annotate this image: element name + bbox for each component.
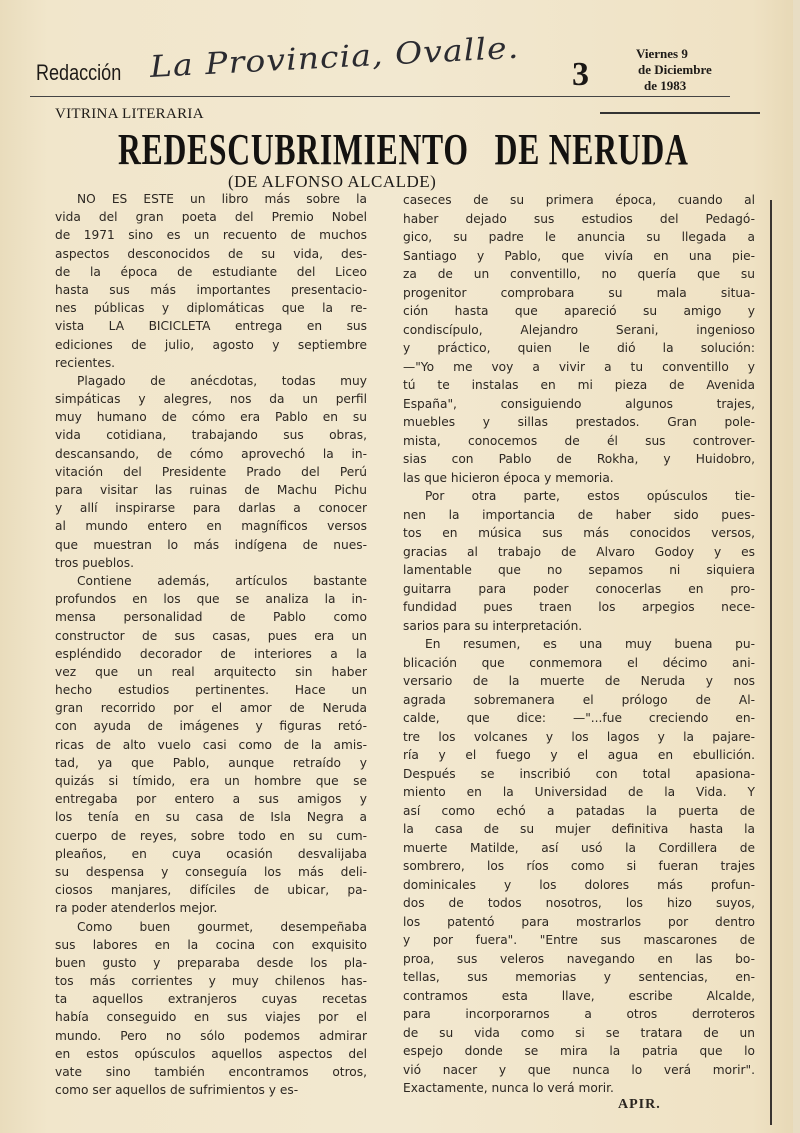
text-line: gico, su padre le anuncia su llegada a [403, 230, 755, 244]
text-line: cuerpo de reyes, sobre todo en su cum- [55, 828, 367, 843]
text-line: vista LA BICICLETA entrega en sus [55, 319, 367, 334]
text-line: vió nacer y que nunca lo verá morir". [403, 1062, 755, 1077]
text-line: blicación que conmemora el décimo ani- [403, 655, 755, 670]
text-line: haber dejado sus estudios del Pedagó- [403, 211, 755, 226]
text-line: ricas de alto vuelo casi como de la amis- [55, 737, 367, 752]
text-line: mundo. Pero no sólo podemos admirar [55, 1028, 367, 1043]
text-line: tros pueblos. [55, 555, 134, 570]
text-line: descansando, de cómo aprovechó la in- [55, 446, 367, 461]
text-line: NO ES ESTE un libro más sobre la [77, 192, 367, 206]
text-line: ría y el fuego y el agua en ebullición. [403, 748, 755, 762]
text-line: los tenía en su casa de Isla Negra a [55, 810, 367, 825]
text-line: Exactamente, nunca lo verá morir. [403, 1081, 614, 1095]
text-line: y por fuera". "Entre sus mascarones de [403, 933, 755, 947]
text-line: había conseguido en sus viajes por el [55, 1010, 367, 1025]
text-line: —"Yo me voy a vivir a tu conventillo y [403, 359, 755, 374]
text-line: za de un conventillo, no quería que su [403, 267, 755, 281]
text-line: recientes. [55, 355, 116, 370]
date-line: de Diciembre [638, 62, 712, 77]
text-line: los patentó para mostrarlos por dentro [403, 914, 755, 929]
article-kicker: VITRINA LITERARIA [55, 106, 204, 122]
text-line: Contiene además, artículos bastante [77, 573, 367, 588]
text-line: tad, ya que Pablo, aunque retraído y [55, 755, 367, 770]
text-line: espejo donde se mira la patria que lo [403, 1044, 755, 1058]
text-line: su despensa y conseguía los más deli- [55, 864, 367, 879]
text-line: quizás si tímido, era un hombre que se [55, 774, 367, 788]
article-title: REDESCUBRIMIENTO DE NERUDA [118, 125, 689, 174]
paragraph [403, 635, 755, 1098]
paragraph [55, 372, 367, 572]
article-byline: (DE ALFONSO ALCALDE) [228, 172, 437, 191]
article-column-left [55, 190, 367, 1099]
page-number: 3 [572, 56, 589, 93]
text-line: en estos opúsculos aquellos aspectos del [55, 1046, 367, 1061]
text-line: vida cotidiana, trabajando sus obras, [55, 428, 367, 443]
text-line: con ayuda de imágenes y figuras retó- [55, 719, 367, 734]
article-signature: APIR. [618, 1097, 661, 1112]
text-line: ción hasta que apareció su amigo y [403, 304, 755, 318]
text-line: ta aquellos extranjeros cuyas recetas [55, 992, 367, 1007]
text-line: agrada sobremanera el prólogo de Al- [403, 692, 755, 707]
text-line: vitación del Presidente Prado del Perú [55, 464, 367, 479]
paragraph [55, 572, 367, 918]
text-line: ciosos manjares, difíciles de ubicar, pa- [55, 883, 367, 898]
text-line: la casa de su mujer definitiva hasta la [403, 822, 755, 836]
text-line: Después se inscribió con total apasiona- [403, 766, 755, 781]
text-line: hecho estudios pertinentes. Hace un [55, 683, 367, 698]
text-line: simpáticas y alegres, nos da un perfil [55, 392, 367, 407]
text-line: hasta sus más importantes presentacio- [55, 282, 367, 297]
text-line: buen gusto y preparaba desde los pla- [55, 955, 367, 970]
text-line: tos en música sus más conocidos versos, [403, 526, 755, 540]
text-line: Por otra parte, estos opúsculos tie- [425, 489, 755, 503]
text-line: dominicales y los dolores más profun- [403, 877, 755, 892]
text-line: muebles y sillas prestados. Gran pole- [403, 415, 755, 429]
text-line: al mundo entero en magníficos versos [55, 519, 367, 534]
text-line: tellas, sus memorias y sentencias, en- [403, 970, 755, 984]
publication-date [636, 46, 712, 94]
paragraph [403, 487, 755, 635]
text-line: mista, conocemos de él sus controver- [403, 433, 755, 448]
article-column-right [403, 191, 755, 1098]
paragraph [55, 918, 367, 1100]
text-line: tre los volcanes y los lagos y la pajare- [403, 729, 755, 744]
text-line: de su vida como si se tratara de un [403, 1025, 755, 1040]
text-line: muerte Matilde, así usó la Cordillera de [403, 840, 755, 855]
text-line: que muestran lo más indígena de nues- [55, 537, 367, 552]
text-line: constructor de sus casas, pues era un [55, 628, 367, 643]
column-border [770, 200, 772, 1125]
date-rule [600, 112, 760, 114]
text-line: aspectos desconocidos de su vida, des- [55, 246, 367, 261]
text-line: pleaños, en cuya ocasión desvalijaba [55, 846, 367, 861]
text-line: miento en la Universidad de la Vida. Y [403, 785, 755, 799]
text-line: calde, que dice: —"...fue creciendo en- [403, 711, 755, 725]
text-line: como ser aquellos de sufrimientos y es- [55, 1083, 299, 1098]
text-line: tú te instalas en mi pieza de Avenida [403, 378, 755, 392]
date-line: Viernes 9 [636, 46, 688, 61]
date-line: de 1983 [644, 78, 687, 93]
text-line: Como buen gourmet, desempeñaba [77, 919, 367, 934]
paragraph [403, 191, 755, 487]
text-line: sarios para su interpretación. [403, 618, 583, 633]
text-line: proa, sus veleros navegando en las bo- [403, 951, 755, 966]
text-line: gracias al trabajo de Alvaro Godoy y es [403, 544, 755, 559]
text-line: sombrero, los ríos como si fueran trajes [403, 859, 755, 873]
text-line: profundos en los que se analiza la in- [55, 592, 367, 607]
text-line: espléndido decorador de interiores a la [55, 646, 367, 661]
text-line: así como echó a patadas la puerta de [403, 803, 755, 818]
text-line: muy humano de cómo era Pablo en su [55, 410, 367, 425]
text-line: caseces de su primera época, cuando al [403, 193, 755, 207]
text-line: mensa personalidad de Pablo como [55, 610, 367, 625]
text-line: dos de todos nosotros, los hizo suyos, [403, 896, 755, 910]
handwritten-source-note: La Provincia, Ovalle. [149, 30, 521, 85]
text-line: y allí inspirarse para darlas a conocer [55, 501, 367, 516]
paragraph [55, 190, 367, 372]
text-line: Plagado de anécdotas, todas muy [77, 373, 367, 388]
text-line: lamentable que no sepamos ni siquiera [403, 563, 755, 577]
text-line: para visitar las ruinas de Machu Pichu [55, 483, 367, 497]
text-line: ra poder atenderlos mejor. [55, 901, 218, 916]
text-line: Santiago y Pablo, que vivía en una pie- [403, 248, 755, 263]
text-line: nes públicas y diplomáticas que la re- [55, 301, 367, 316]
text-line: gran recorrido por el amor de Neruda [55, 701, 367, 716]
text-line: nen la importancia de haber sido pues- [403, 507, 755, 522]
text-line: vida del gran poeta del Premio Nobel [55, 210, 367, 225]
text-line: entregaba por entero a sus amigos y [55, 792, 367, 807]
text-line: progenitor comprobara su mala situa- [403, 285, 755, 300]
text-line: vate sino también encontramos otros, [55, 1065, 367, 1079]
text-line: sus labores en la cocina con exquisito [55, 937, 367, 952]
text-line: ediciones de julio, agosto y septiembre [55, 337, 367, 352]
text-line: En resumen, es una muy buena pu- [425, 637, 755, 651]
text-line: guitarra para poder conocerlas en pro- [403, 581, 755, 596]
section-label: Redacción [36, 60, 122, 85]
text-line: condiscípulo, Alejandro Serani, ingenioso [403, 322, 755, 337]
text-line: de 1971 sino es un recuento de muchos [55, 228, 367, 243]
text-line: sias con Pablo de Rokha, y Huidobro, [403, 452, 755, 466]
page-edge [793, 0, 800, 1133]
text-line: vez que un real arquitecto sin haber [55, 664, 367, 679]
text-line: y práctico, quien le dió la solución: [403, 341, 755, 355]
text-line: las que hicieron época y memoria. [403, 470, 614, 485]
text-line: de la época de estudiante del Liceo [55, 264, 367, 279]
text-line: contramos esta llave, escribe Alcalde, [403, 988, 755, 1003]
text-line: fundidad pues traen los arpegios nece- [403, 600, 755, 614]
header-rule [30, 96, 730, 97]
text-line: tos más corrientes y muy chilenos has- [55, 974, 367, 989]
text-line: España", consiguiendo algunos trajes, [403, 396, 755, 411]
text-line: versario de la muerte de Neruda y nos [403, 674, 755, 688]
text-line: para incorporarnos a otros derroteros [403, 1007, 755, 1021]
